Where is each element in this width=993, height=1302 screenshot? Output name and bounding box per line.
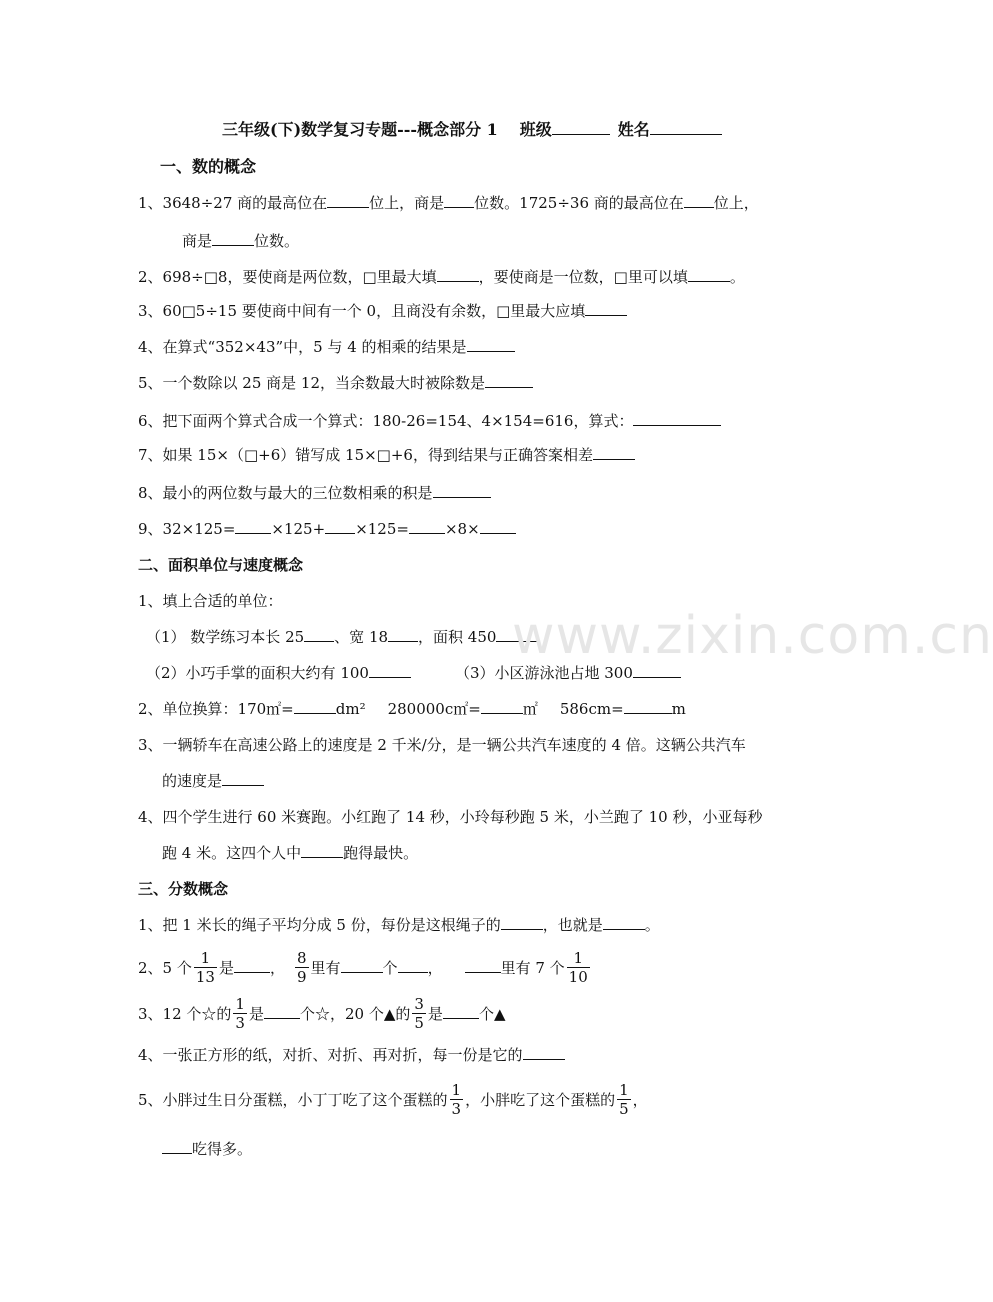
- answer-blank[interactable]: [388, 626, 418, 642]
- question-1-2: 2、698÷□8，要使商是两位数，□里最大填 ，要使商是一位数，□里可以填 。: [138, 268, 745, 286]
- question-2-2: 2、单位换算：170㎡= dm² 280000c㎡= ㎡ 586cm= m: [138, 700, 686, 718]
- answer-blank[interactable]: [688, 266, 730, 282]
- answer-blank[interactable]: [481, 698, 523, 714]
- answer-blank[interactable]: [444, 192, 474, 208]
- answer-blank[interactable]: [437, 266, 479, 282]
- question-2-1-2: （2）小巧手掌的面积大约有 100 （3）小区游泳池占地 300: [146, 662, 681, 684]
- page-title: [222, 118, 722, 142]
- question-2-4: 4、四个学生进行 60 米赛跑。小红跑了 14 秒，小玲每秒跑 5 米，小兰跑了 10 秒，小亚每秒: [138, 808, 763, 826]
- answer-blank[interactable]: [222, 770, 264, 786]
- answer-blank[interactable]: [212, 230, 254, 246]
- fraction-1-10: $\frac{1}{10}$: [568, 948, 588, 986]
- question-1-5: 5、一个数除以 25 商是 12，当余数最大时被除数是: [138, 372, 533, 394]
- answer-blank[interactable]: [684, 192, 714, 208]
- answer-blank[interactable]: [433, 482, 491, 498]
- question-3-5: 5、小胖过生日分蛋糕，小丁丁吃了这个蛋糕的 $\frac{1}{3}$ ，小胖吃了这个蛋糕的 $\frac{1}{5}$ ，: [138, 1080, 648, 1118]
- fraction-1-3: $\frac{1}{3}$: [235, 994, 245, 1032]
- question-2-4-cont: 跑 4 米。这四个人中 跑得最快。: [162, 844, 419, 862]
- answer-blank[interactable]: [369, 662, 411, 678]
- answer-blank[interactable]: [585, 300, 627, 316]
- title-text: 三年级(下)数学复习专题---概念部分 1: [222, 120, 498, 139]
- answer-blank[interactable]: [523, 1044, 565, 1060]
- name-label: 姓名: [617, 120, 650, 139]
- answer-blank[interactable]: [325, 518, 355, 534]
- answer-blank[interactable]: [467, 336, 515, 352]
- question-3-3: 3、12 个☆的 $\frac{1}{3}$ 是 个☆，20 个▲的 $\frac{3}{5}$ 是 个▲: [138, 994, 506, 1032]
- fraction-1-13: $\frac{1}{13}$: [195, 948, 215, 986]
- answer-blank[interactable]: [501, 914, 543, 930]
- answer-blank[interactable]: [162, 1138, 192, 1154]
- answer-blank[interactable]: [485, 372, 533, 388]
- question-2-1-1: （1） 数学练习本长 25 、宽 18 ，面积 450: [146, 626, 538, 648]
- answer-blank[interactable]: [301, 842, 343, 858]
- answer-blank[interactable]: [480, 518, 516, 534]
- answer-blank[interactable]: [624, 698, 672, 714]
- fraction-8-9: $\frac{8}{9}$: [296, 948, 307, 986]
- answer-blank[interactable]: [443, 1003, 479, 1019]
- answer-blank[interactable]: [633, 410, 721, 426]
- answer-blank[interactable]: [341, 957, 383, 973]
- question-2-3-cont: 的速度是: [162, 770, 264, 792]
- question-3-4: 4、一张正方形的纸，对折、对折、再对折，每一份是它的: [138, 1044, 565, 1066]
- question-2-1: 1、填上合适的单位：: [138, 592, 283, 610]
- question-1-7: 7、如果 15×（□+6）错写成 15×□+6，得到结果与正确答案相差: [138, 444, 635, 466]
- question-3-2: 2、5 个 $\frac{1}{13}$ 是 ， $\frac{8}{9}$ 里有 个 ， 里有 7 个 $\frac{1}{10}$: [138, 948, 588, 986]
- watermark-text: www.zixin.com.cn: [512, 606, 993, 666]
- question-1-1: 1、3648÷27 商的最高位在 位上，商是 位数。1725÷36 商的最高位在 位上，: [138, 194, 759, 212]
- section-heading-3: 三、分数概念: [138, 880, 229, 898]
- question-1-9: 9、32×125= ×125+ ×125= ×8×: [138, 518, 516, 540]
- answer-blank[interactable]: [603, 914, 645, 930]
- question-1-6: 6、把下面两个算式合成一个算式：180-26=154、4×154=616，算式：: [138, 410, 721, 432]
- question-1-3: 3、60□5÷15 要使商中间有一个 0，且商没有余数，□里最大应填: [138, 300, 627, 322]
- answer-blank[interactable]: [234, 957, 270, 973]
- answer-blank[interactable]: [409, 518, 445, 534]
- answer-blank[interactable]: [398, 957, 428, 973]
- class-label: 班级: [519, 120, 552, 139]
- question-1-8: 8、最小的两位数与最大的三位数相乘的积是: [138, 482, 491, 504]
- fraction-1-5: $\frac{1}{5}$: [619, 1080, 629, 1118]
- answer-blank[interactable]: [235, 518, 271, 534]
- class-blank[interactable]: [552, 119, 610, 135]
- answer-blank[interactable]: [304, 626, 334, 642]
- fraction-3-5: $\frac{3}{5}$: [414, 994, 424, 1032]
- answer-blank[interactable]: [465, 957, 501, 973]
- question-1-4: 4、在算式“352×43”中，5 与 4 的相乘的结果是: [138, 336, 515, 358]
- question-1-1-cont: 商是 位数。: [182, 232, 300, 250]
- answer-blank[interactable]: [264, 1003, 300, 1019]
- question-2-3: 3、一辆轿车在高速公路上的速度是 2 千米/分，是一辆公共汽车速度的 4 倍。这辆公共汽车: [138, 736, 746, 754]
- answer-blank[interactable]: [327, 192, 369, 208]
- answer-blank[interactable]: [294, 698, 336, 714]
- fraction-1-3-b: $\frac{1}{3}$: [451, 1080, 462, 1118]
- question-3-5-cont: 吃得多。: [162, 1138, 252, 1160]
- section-heading-2: 二、面积单位与速度概念: [138, 556, 304, 574]
- section-heading-1: 一、数的概念: [160, 157, 257, 176]
- answer-blank[interactable]: [593, 444, 635, 460]
- question-3-1: 1、把 1 米长的绳子平均分成 5 份，每份是这根绳子的 ，也就是 。: [138, 916, 660, 934]
- name-blank[interactable]: [650, 119, 722, 135]
